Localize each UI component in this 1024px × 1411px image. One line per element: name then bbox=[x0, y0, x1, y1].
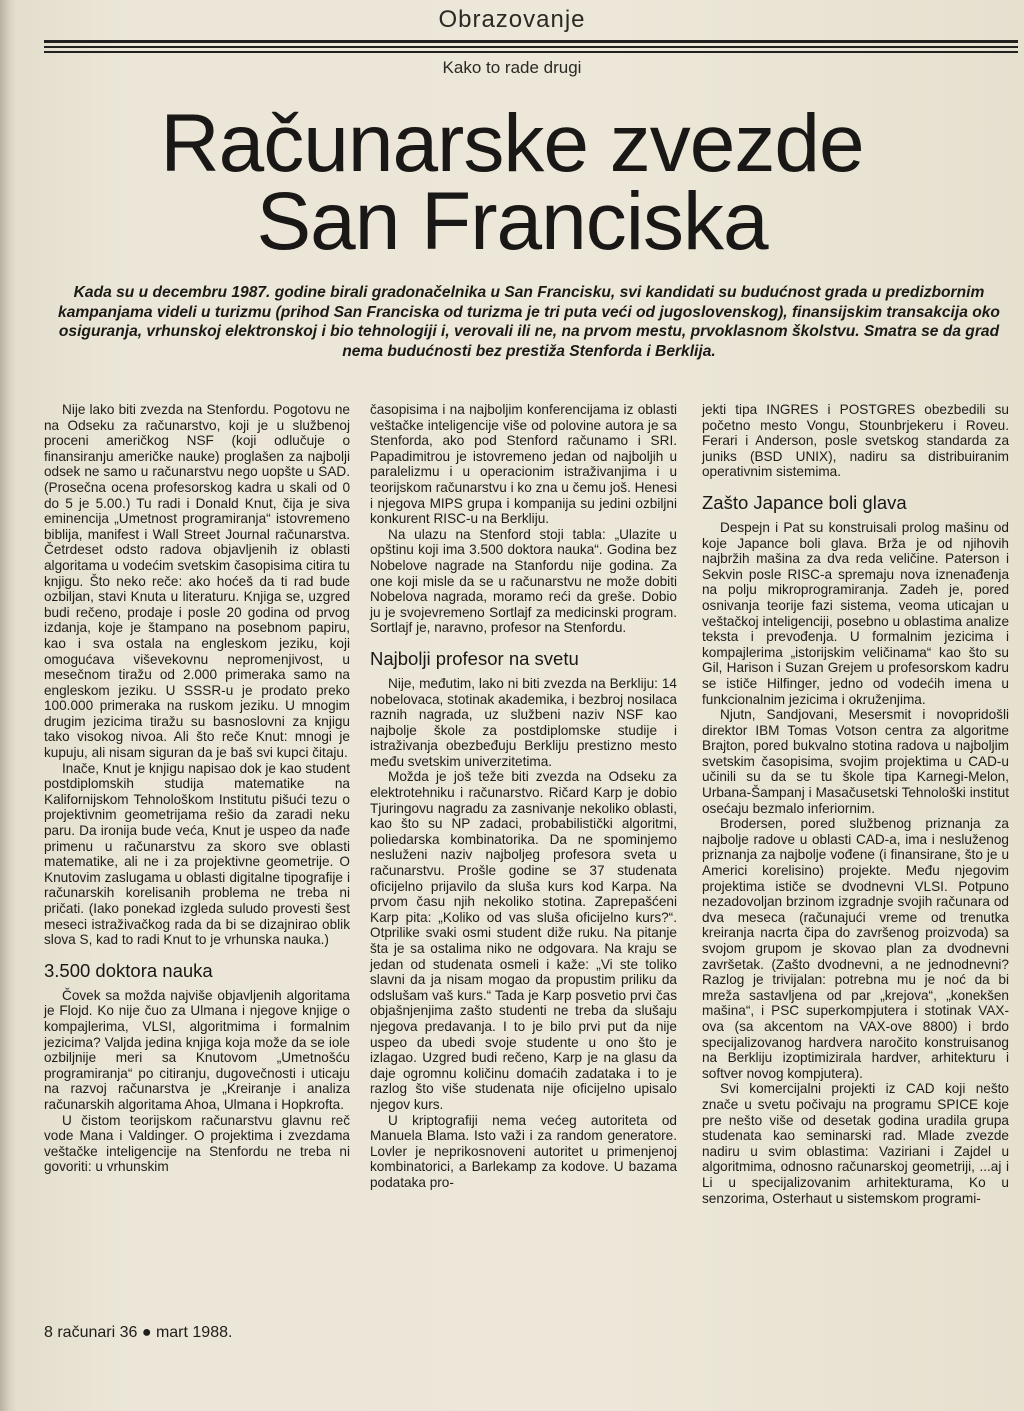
paragraph: jekti tipa INGRES i POSTGRES obezbedili su početno mesto Vongu, Stounbrjekeru i Roveu. Ferari i Anderson, posle svetskog standarda za juniks (BSD UNIX), nadiru sa distribuiranim operativnim sistemima. bbox=[702, 402, 1009, 480]
paragraph: Na ulazu na Stenford stoji tabla: „Ulazite u opštinu koji ima 3.500 doktora nauka“. Godina bez Nobelove nagrade na Stanfordu nije godina. Za one koji misle da se u računarstvu ne može dobiti Nobelova nagrada, moramo reći da greše. Dobio ju je svojevremeno Sortlajf za medicinski program. Sortlajf je, naravno, profesor na Stenfordu. bbox=[370, 526, 677, 636]
subheading: 3.500 doktora nauka bbox=[44, 959, 213, 981]
subheading: Najbolji profesor na svetu bbox=[370, 647, 579, 669]
paragraph: Brodersen, pored službenog priznanja za najbolje radove u oblasti CAD-a, ima i nesluženog priznanja za najbolje vođene (i finansirane, što je u Americi korelisino) projekte. Među njegovim projektima ističe se dvodnevni VLSI. Potpuno nezadovoljan brzinom izgradnje svojih računara od dva meseca (računajući vreme od trenutka kreiranja nacrta čipa do završenog proizvoda) sa svojom grupom je skovao plan za dvodnevni završetak. (Zašto dvodnevni, a ne jednodnevni? Razlog je trivijalan: potrebna mu je noć da bi mreža sastavljena od par „krejova“, „konekšen mašina“, i PSC superkompjutera i stotinak VAX-ova (sa akcentom na VAX-ove 8800) i brdo specijalizovanog hardvera naročito konstruisanog na Berkliju izoptimizirala hardver, arhitekturu i softver novog kompjutera). bbox=[702, 816, 1009, 1081]
paragraph: Nije lako biti zvezda na Stenfordu. Pogotovu ne na Odseku za računarstvo, koji je u službenoj proceni američkog NSF (koji odlučuje o finansiranju američke nauke) proglašen za najbolji odsek ne samo u računarstvu nego uopšte u SAD. (Prosečna ocena profesorskog kadra u skali od 0 do 5 je 5.00.) Tu radi i Donald Knut, čija je siva eminencija „Umetnost programiranja“ istovremeno biblija, manifest i Wall Street Journal računarstva. Četrdeset odsto radova objavljenih iz oblasti algoritama u vodećim svetskim časopisima citira tu knjigu. Što neko reče: ako hoćeš da ti rad bude ozbiljan, stavi Knuta u literaturu. Knjiga se, uzgred budi rečeno, prodaje i posle 20 godina od prvog izdanja, koje je štampano na posebnom papiru, kao i sva ostala na engleskom jeziku, koji omogućava viševekovnu nepromenjivost, u mesečnom tiražu od 2.000 primeraka samo na engleskom jeziku. U SSSR-u je prodato preko 100.000 primeraka na ruskom jeziku. U mnogim drugim jezicima tiražu su basnoslovni za knjigu tako visokog nivoa. Ali što reče Knut: mnogi je kupuju, ali nisam siguran da je baš svi kupci čitaju. bbox=[44, 402, 350, 761]
header-rule bbox=[44, 40, 1018, 43]
headline-line-2: San Franciska bbox=[256, 176, 768, 267]
header-rule bbox=[44, 46, 1018, 48]
paragraph: U kriptografiji nema većeg autoriteta od Manuela Blama. Isto važi i za random generatore. Lovler je neprikosnoveni autoritet u primenjenoj kombinatorici, a Barlekamp za kodove. U bazama podataka pro- bbox=[370, 1112, 677, 1190]
lead-paragraph: Kada su u decembru 1987. godine birali gradonačelnika u San Francisku, svi kandidati su budućnost grada u predizbornim kampanjama videli u turizmu (prihod San Franciska od turizma je tri puta veći od jugoslovenskog), finansijskim transakcija oko osiguranja, vrhunskoj elektronskoj i bio tehnologiji i, verovali ili ne, na prvom mestu, prvoklasnom školstvu. Smatra se da grad nema budućnosti bez prestiža Stenforda i Berklija. bbox=[58, 284, 1000, 360]
header-rule bbox=[44, 51, 1018, 53]
page-footer: 8 računari 36 ● mart 1988. bbox=[44, 1324, 233, 1341]
article-column-3 bbox=[702, 402, 1009, 1206]
paragraph: Despejn i Pat su konstruisali prolog mašinu od koje Japance boli glava. Brža je od njihovih najbržih mašina za dva reda veličine. Paterson i Sekvin posle RISC-a spremaju nova iznenađenja na polju mikroprogramiranja. Zadeh je, pored osnivanja teorije fazi sistema, veoma uticajan u veštačkoj inteligenciji, posebno u oblastima analize teksta i prevođenja. U formalnim jezicima i kompajlerima „istorijskim veličinama“ kao što su Gil, Harison i Suzan Grejem u profesorskom kadru se ističe Hilfinger, jedno od vodećih imena u funkcionalnim jezicima i okruženjima. bbox=[702, 519, 1009, 707]
article-column-1 bbox=[44, 402, 350, 1175]
paragraph: časopisima i na najboljim konferencijama iz oblasti veštačke inteligencije više od polovine autora je sa Stenforda, ako pod Stenford računamo i SRI. Papadimitrou je istovremeno jedan od najboljih u paralelizmu i u operacionim istraživanjima i u teorijskom računarstvu i ko zna u čemu još. Henesi i njegova MIPS grupa i kompanija su jedini ozbiljni konkurent RISC-u na Berkliju. bbox=[370, 402, 677, 527]
section-header: Obrazovanje bbox=[438, 6, 586, 33]
headline-line-1: Računarske zvezde bbox=[160, 98, 864, 189]
paragraph: Možda je još teže biti zvezda na Odseku za elektrotehniku i računarstvo. Ričard Karp je dobio Tjuringovu nagradu za zasnivanje nekoliko oblasti, kao što su NP zadaci, probabilistički algoritmi, poliedarska kombinatorika. Da ne spominjemo nesluženi naziv najboljeg profesora sveta u računarstvu. Prošle godine se 37 studenata oficijelno prijavilo da sluša kurs kod Karpa. Na prvom času njih nekoliko stotina. Zaprepašćeni Karp pita: „Koliko od vas sluša oficijelno kurs?“. Otprilike svaki osmi student diže ruku. Na pitanje šta je sa ostalima niko ne odgovara. Na kraju se jedan od studenata osmeli i kaže: „Vi ste toliko slavni da ja nisam mogao da propustim priliku da odslušam vaš kurs.“ Tada je Karp posvetio prvi čas objašnjenjima zašto studenti ne treba da slušaju njegova predavanja. I to je bilo prvi put da nije uspeo da ubedi svoje studente u ono što je izlagao. Uzgred budi rečeno, Karp je na glasu da daje ogromnu količinu domaćih zadataka i to je razlog što više studenata nije oficijelno upisalo njegov kurs. bbox=[370, 769, 677, 1112]
paragraph: Inače, Knut je knjigu napisao dok je kao student postdiplomskih studija matematike na Kalifornijskom Tehnološkom Institutu pišući tezu o projektivnim geometrijama rešio da zaradi neku paru. Da ironija bude veća, Knut je uspeo da nađe primenu u računarstvu za skoro sve oblasti matematike, ali ne i za projektivne geometrije. O Knutovim zaslugama u oblasti digitalne tipografije i računarskih korelisanih problema ne treba ni pričati. (Iako ponekad izgleda suludo provesti šest meseci istraživačkog rada da bi se dizajnirao oblik slova S, kad to radi Knut to je vrhunska nauka.) bbox=[44, 760, 350, 948]
subheading: Zašto Japance boli glava bbox=[702, 491, 907, 513]
paragraph: Njutn, Sandjovani, Mesersmit i novopridošli direktor IBM Tomas Votson centra za algoritme Brajton, pored bukvalno stotina radova u najboljim svetskim časopisima, svojim projektima u CAD-u učinili su da se tu škole tipa Karnegi-Melon, Urbana-Šampanj i Masačusetski Tehnološki institut osećaju bezmalo inferiornim. bbox=[702, 707, 1009, 816]
paragraph: Nije, međutim, lako ni biti zvezda na Berkliju: 14 nobelovaca, stotinak akademika, i bezbroj nosilaca raznih nagrada, uz službeni naziv NSF kao najbolje škole za postdiplomske studije i istraživanja obezbeđuju Berkliju prestizno mesto među svetskim univerzitetima. bbox=[370, 675, 677, 769]
kicker: Kako to rade drugi bbox=[442, 58, 582, 77]
paragraph: Čovek sa možda najviše objavljenih algoritama je Flojd. Ko nije čuo za Ulmana i njegove knjige o kompajlerima, VLSI, algoritmima i formalnim jezicima? Valjda jedina knjiga koja može da se iole ozbiljnije meri sa Knutovom „Umetnošću programiranja“ po citiranju, dugovečnosti i uticaju na razvoj računarstva je „Kreiranje i analiza računarskih algoritama Ahoa, Ulmana i Hopkrofta. bbox=[44, 987, 350, 1112]
paragraph: Svi komercijalni projekti iz CAD koji nešto znače u svetu počivaju na programu SPICE koje pre nešto više od desetak godina uradila grupa studenata kao seminarski rad. Mlade zvezde nadiru u svim oblastima: Vaziriani i Zajdel u algoritmima, odnosno računarskoj geometriji, ...aj i Li u specijalizovanim arhitekturama, Ko u senzorima, Osterhaut u sistemskom programi- bbox=[702, 1081, 1009, 1206]
article-column-2 bbox=[370, 402, 677, 1191]
paragraph: U čistom teorijskom računarstvu glavnu reč vode Mana i Valdinger. O projektima i zvezdama veštačke inteligencije na Stenfordu ne treba ni govoriti: u vrhunskim bbox=[44, 1112, 350, 1175]
